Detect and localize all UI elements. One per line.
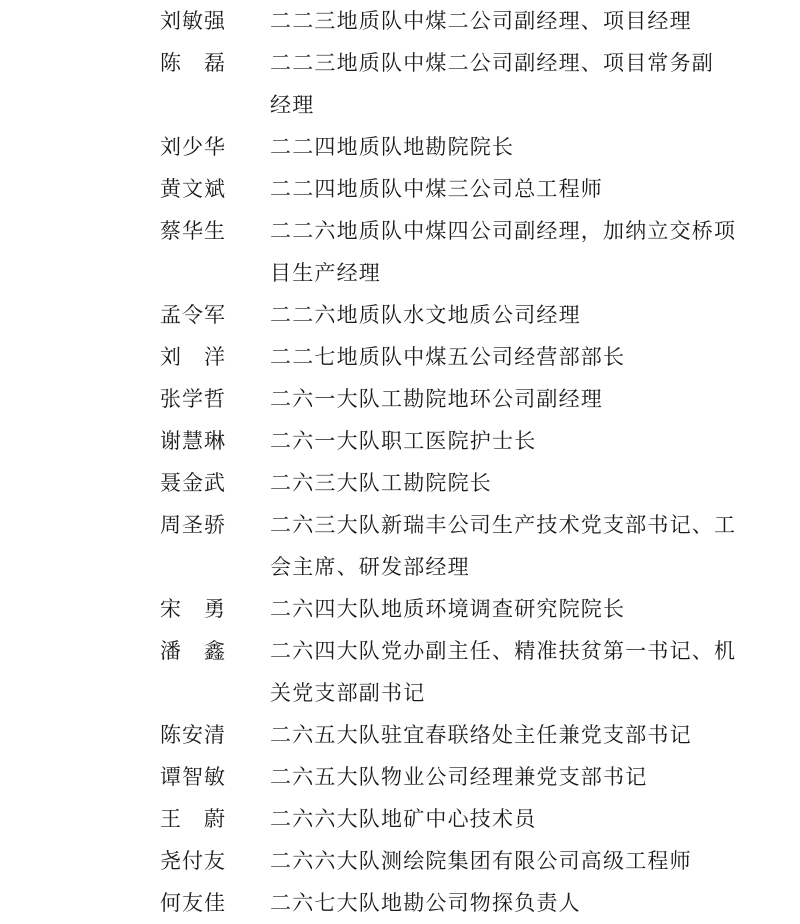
position-line: 关党支部副书记 [270, 681, 426, 705]
list-item [0, 168, 800, 210]
person-name: 张学哲 [160, 387, 226, 411]
person-name: 黄文斌 [160, 177, 226, 201]
list-item [0, 504, 800, 588]
person-position [270, 840, 730, 882]
person-name: 宋 勇 [160, 597, 226, 621]
list-item [0, 462, 800, 504]
position-line: 二二四地质队地勘院院长 [270, 135, 515, 159]
position-line: 二六四大队党办副主任、精准扶贫第一书记、机 [270, 639, 737, 663]
person-name: 孟令军 [160, 303, 226, 327]
person-name: 聂金武 [160, 471, 226, 495]
position-line: 二六一大队工勘院地环公司副经理 [270, 387, 603, 411]
position-line: 二六三大队新瑞丰公司生产技术党支部书记、工 [270, 513, 737, 537]
list-item [0, 336, 800, 378]
person-name: 陈安清 [160, 723, 226, 747]
list-item [0, 294, 800, 336]
person-position [270, 462, 730, 504]
person-name: 尧付友 [160, 849, 226, 873]
list-item [0, 210, 800, 294]
list-item [0, 420, 800, 462]
person-name: 谭智敏 [160, 765, 226, 789]
position-line: 二六六大队地矿中心技术员 [270, 807, 537, 831]
person-position [270, 294, 730, 336]
position-line: 二六七大队地勘公司物探负责人 [270, 891, 581, 915]
position-line: 二二六地质队中煤四公司副经理，加纳立交桥项 [270, 219, 737, 243]
person-position [270, 630, 737, 714]
position-line: 目生产经理 [270, 261, 381, 285]
position-line: 二二三地质队中煤二公司副经理、项目常务副 [270, 51, 714, 75]
list-item [0, 378, 800, 420]
position-line: 二二三地质队中煤二公司副经理、项目经理 [270, 9, 692, 33]
person-position [270, 126, 730, 168]
position-line: 二二四地质队中煤三公司总工程师 [270, 177, 603, 201]
person-position [270, 210, 737, 294]
list-item [0, 588, 800, 630]
person-name: 谢慧琳 [160, 429, 226, 453]
person-position [270, 378, 730, 420]
list-item [0, 126, 800, 168]
person-position [270, 882, 730, 924]
position-line: 二六一大队职工医院护士长 [270, 429, 537, 453]
position-line: 二二六地质队水文地质公司经理 [270, 303, 581, 327]
list-item [0, 840, 800, 882]
person-position [270, 336, 730, 378]
person-name: 蔡华生 [160, 219, 226, 243]
list-item [0, 630, 800, 714]
person-name: 陈 磊 [160, 51, 226, 75]
position-line: 二六五大队驻宜春联络处主任兼党支部书记 [270, 723, 692, 747]
person-name: 潘 鑫 [160, 639, 226, 663]
person-name: 王 蔚 [160, 807, 226, 831]
person-position [270, 42, 730, 126]
person-position [270, 714, 730, 756]
person-position [270, 504, 737, 588]
position-line: 会主席、研发部经理 [270, 555, 470, 579]
person-position [270, 756, 730, 798]
list-item [0, 798, 800, 840]
position-line: 二六三大队工勘院院长 [270, 471, 492, 495]
position-line: 二六四大队地质环境调查研究院院长 [270, 597, 626, 621]
position-line: 二六六大队测绘院集团有限公司高级工程师 [270, 849, 692, 873]
list-item [0, 882, 800, 924]
position-line: 二六五大队物业公司经理兼党支部书记 [270, 765, 648, 789]
list-item [0, 756, 800, 798]
person-position [270, 420, 730, 462]
position-line: 二二七地质队中煤五公司经营部部长 [270, 345, 626, 369]
person-name: 刘 洋 [160, 345, 226, 369]
list-item [0, 42, 800, 126]
person-name: 刘敏强 [160, 9, 226, 33]
position-line: 经理 [270, 93, 315, 117]
person-name: 何友佳 [160, 891, 226, 915]
person-position [270, 0, 730, 42]
person-name: 刘少华 [160, 135, 226, 159]
person-name: 周圣骄 [160, 513, 226, 537]
person-position [270, 588, 730, 630]
person-position [270, 168, 730, 210]
list-item [0, 714, 800, 756]
list-item [0, 0, 800, 42]
person-position [270, 798, 730, 840]
